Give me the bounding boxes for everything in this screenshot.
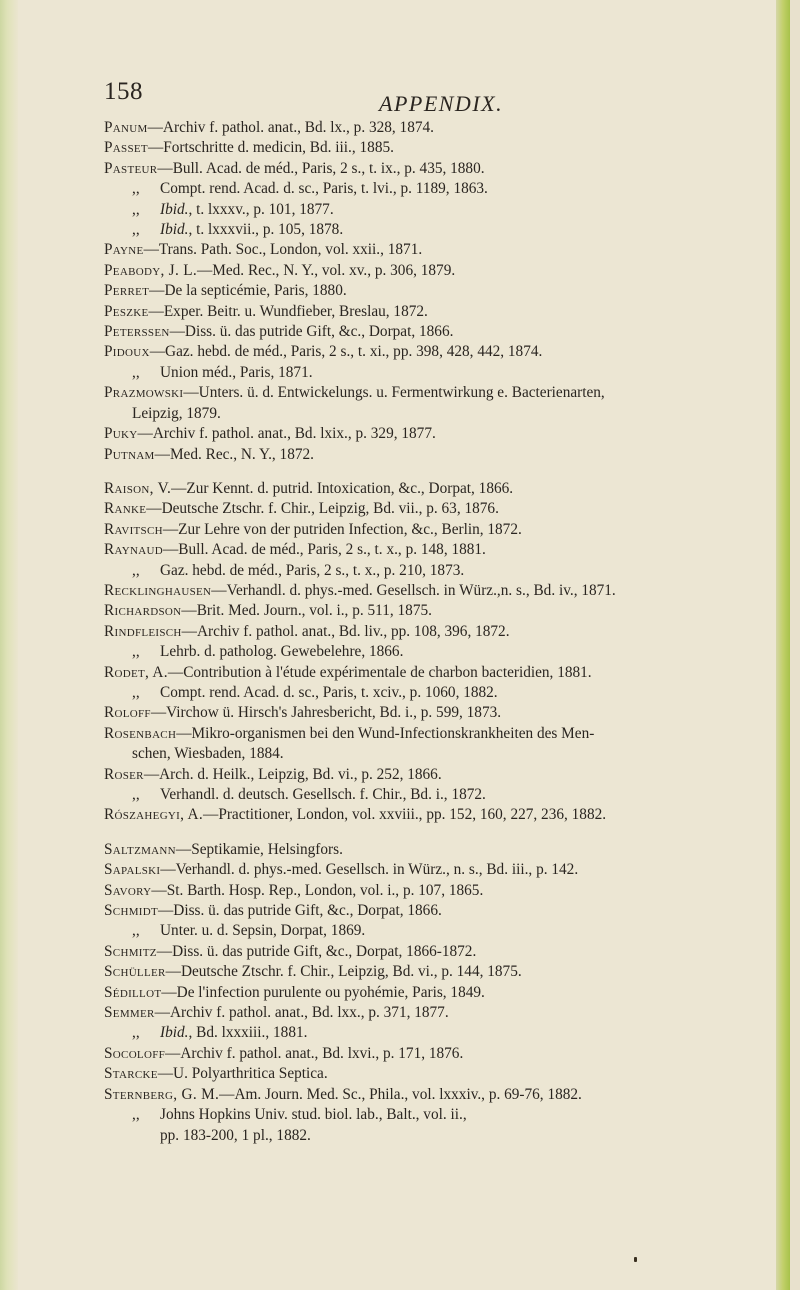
bibliography-entry	[104, 261, 766, 281]
ditto-mark: ,,	[132, 1024, 140, 1042]
entry-citation: Unter. u. d. Sepsin, Dorpat, 1869.	[160, 922, 366, 940]
entry-citation: —Med. Rec., N. Y., vol. xv., p. 306, 1879.	[196, 261, 456, 279]
entry-citation: —Archiv f. pathol. anat., Bd. lxix., p. 329, 1877.	[137, 425, 436, 443]
entry-citation: Lehrb. d. patholog. Gewebelehre, 1866.	[160, 643, 404, 661]
entry-citation: —Exper. Beitr. u. Wundfieber, Breslau, 1872.	[148, 302, 428, 320]
ditto-mark: ,,	[132, 922, 140, 940]
bibliography-group	[104, 479, 766, 826]
ditto-mark: ,,	[132, 200, 140, 218]
entry-author: Passet	[104, 139, 148, 157]
entry-author: Ranke	[104, 500, 147, 518]
bibliography-entry	[104, 118, 766, 138]
bibliography-entry	[104, 499, 766, 519]
bibliography-entry	[104, 561, 766, 581]
bibliography-entry	[104, 302, 766, 322]
bibliography-entry	[104, 445, 766, 465]
entry-author: Perret	[104, 282, 150, 300]
bibliography-entry	[104, 962, 766, 982]
entry-author: Prazmowski	[104, 384, 184, 402]
bibliography-entry	[104, 724, 766, 744]
bibliography-entry	[104, 785, 766, 805]
entry-citation: Johns Hopkins Univ. stud. biol. lab., Balt., vol. ii.,	[160, 1106, 467, 1124]
entry-citation: —Bull. Acad. de méd., Paris, 2 s., t. x., p. 148, 1881.	[162, 541, 486, 559]
entry-citation: —Zur Kennt. d. putrid. Intoxication, &c., Dorpat, 1866.	[171, 479, 514, 497]
running-head: APPENDIX.	[379, 91, 504, 116]
entry-citation: —Med. Rec., N. Y., 1872.	[154, 445, 314, 463]
bibliography-entry	[104, 540, 766, 560]
bibliography-group	[104, 840, 766, 1146]
ditto-mark: ,,	[132, 221, 140, 239]
bibliography-entry	[104, 601, 766, 621]
bibliography-entry	[104, 520, 766, 540]
entry-citation: Verhandl. d. deutsch. Gesellsch. f. Chir., Bd. i., 1872.	[160, 786, 486, 803]
entry-citation: —Verhandl. d. phys.-med. Gesellsch. in Würz.,n. s., Bd. iv., 1871.	[211, 581, 616, 599]
entry-author: Rosenbach	[104, 724, 177, 742]
entry-author: Roloff	[104, 704, 151, 722]
entry-citation: —Mikro-organismen bei den Wund-Infectionskrankheiten des Men-	[176, 724, 595, 742]
bibliography-entry	[104, 342, 766, 362]
entry-citation: —Practitioner, London, vol. xxviii., pp. 152, 160, 227, 236, 1882.	[203, 806, 607, 824]
entry-author: Semmer	[104, 1004, 155, 1022]
entry-citation: , t. lxxxv., p. 101, 1877.	[188, 200, 334, 218]
bibliography-entry	[104, 1023, 766, 1043]
entry-author: Raison, V.	[104, 479, 172, 497]
entry-author: Puky	[104, 425, 138, 443]
bibliography-entry	[104, 860, 766, 880]
bibliography-entry	[104, 683, 766, 703]
bibliography-entry	[104, 642, 766, 662]
entry-citation: Union méd., Paris, 1871.	[160, 363, 313, 381]
entry-continuation: pp. 183-200, 1 pl., 1882.	[160, 1126, 311, 1144]
entry-author: Sédillot	[104, 983, 162, 1001]
entry-author: Raynaud	[104, 541, 163, 559]
bibliography-entry	[104, 901, 766, 921]
bibliography-entry	[104, 322, 766, 342]
entry-citation: —Deutsche Ztschr. f. Chir., Leipzig, Bd. vii., p. 63, 1876.	[146, 500, 499, 518]
entry-author: Putnam	[104, 445, 155, 463]
entry-author: Ravitsch	[104, 520, 163, 538]
entry-citation: —Am. Journ. Med. Sc., Phila., vol. lxxxiv., p. 69-76, 1882.	[219, 1085, 582, 1103]
entry-citation: —Diss. ü. das putride Gift, &c., Dorpat, 1866.	[158, 902, 442, 920]
entry-citation: —Gaz. hebd. de méd., Paris, 2 s., t. xi., pp. 398, 428, 442, 1874.	[149, 343, 543, 361]
entry-author: Panum	[104, 119, 148, 136]
entry-citation: —De la septicémie, Paris, 1880.	[149, 282, 347, 300]
page-right-edge	[776, 0, 790, 1290]
bibliography-entry	[104, 281, 766, 301]
entry-citation: —U. Polyarthritica Septica.	[157, 1065, 328, 1083]
entry-citation: —Archiv f. pathol. anat., Bd. lx., p. 328, 1874.	[147, 119, 434, 136]
bibliography-entry	[104, 921, 766, 941]
bibliography-entry	[104, 179, 766, 199]
ditto-mark: ,,	[132, 363, 140, 381]
entry-citation: —Archiv f. pathol. anat., Bd. lxx., p. 371, 1877.	[154, 1004, 449, 1022]
entry-ibid: Ibid.	[160, 221, 189, 239]
bibliography-entry	[104, 479, 766, 499]
entry-author: Schmidt	[104, 902, 158, 920]
entry-citation: —Diss. ü. das putride Gift, &c., Dorpat, 1866.	[169, 323, 454, 341]
entry-citation: —Archiv f. pathol. anat., Bd. liv., pp. 108, 396, 1872.	[181, 622, 510, 640]
entry-author: Richardson	[104, 602, 182, 620]
entry-citation: —Diss. ü. das putride Gift, &c., Dorpat, 1866-1872.	[156, 942, 477, 960]
entry-citation: , Bd. lxxxiii., 1881.	[188, 1024, 308, 1042]
entry-citation: —Trans. Path. Soc., London, vol. xxii., 1871.	[143, 241, 423, 259]
bibliography-group	[104, 118, 766, 465]
bibliography-entry	[104, 881, 766, 901]
entry-author: Rószahegyi, A.	[104, 806, 204, 824]
page-number: 158	[104, 78, 143, 105]
entry-citation: —Virchow ü. Hirsch's Jahresbericht, Bd. i., p. 599, 1873.	[150, 704, 502, 722]
entry-ibid: Ibid.	[160, 1024, 189, 1042]
bibliography-entry	[104, 805, 766, 825]
entry-author: Roser	[104, 765, 144, 783]
entry-author: Starcke	[104, 1065, 158, 1083]
bibliography-entry	[104, 424, 766, 444]
bibliography-entry	[104, 663, 766, 683]
entry-citation: Compt. rend. Acad. d. sc., Paris, t. lvi., p. 1189, 1863.	[160, 180, 488, 198]
bibliography-entry	[104, 840, 766, 860]
entry-author: Recklinghausen	[104, 581, 212, 599]
entry-citation: —Arch. d. Heilk., Leipzig, Bd. vi., p. 252, 1866.	[143, 765, 442, 783]
ditto-mark: ,,	[132, 786, 140, 803]
bibliography-entry	[104, 622, 766, 642]
entry-citation: —Zur Lehre von der putriden Infection, &c., Berlin, 1872.	[162, 520, 522, 538]
ditto-mark: ,,	[132, 180, 140, 198]
entry-author: Rindfleisch	[104, 622, 182, 640]
entry-author: Saltzmann	[104, 840, 176, 858]
bibliography-entry	[104, 703, 766, 723]
bibliography-entry	[104, 1105, 766, 1125]
bibliography-entry	[104, 138, 766, 158]
entry-citation: —Archiv f. pathol. anat., Bd. lxvi., p. 171, 1876.	[165, 1044, 464, 1062]
bibliography-entry	[104, 1044, 766, 1064]
entry-citation: —Brit. Med. Journ., vol. i., p. 511, 1875.	[181, 602, 432, 620]
ditto-mark: ,,	[132, 643, 140, 661]
bibliography-entry	[104, 1085, 766, 1105]
entry-citation: —Fortschritte d. medicin, Bd. iii., 1885.	[147, 139, 394, 157]
entry-citation: , t. lxxxvii., p. 105, 1878.	[188, 221, 344, 239]
entry-citation: —De l'infection purulente ou pyohémie, Paris, 1849.	[161, 983, 485, 1001]
bibliography-entry	[104, 220, 766, 240]
bibliography-entry	[104, 363, 766, 383]
bibliography-entry	[104, 200, 766, 220]
entry-citation: —Septikamie, Helsingfors.	[175, 840, 343, 858]
bibliography-entry	[104, 983, 766, 1003]
entry-ibid: Ibid.	[160, 200, 189, 218]
ditto-mark: ,,	[132, 561, 140, 579]
bibliography-entry	[104, 942, 766, 962]
entry-citation: —Unters. ü. d. Entwickelungs. u. Fermentwirkung e. Bacterienarten,	[183, 384, 605, 402]
page-left-edge	[0, 0, 18, 1290]
entry-author: Schüller	[104, 963, 166, 981]
ditto-mark: ,,	[132, 1106, 140, 1124]
entry-author: Peszke	[104, 302, 149, 320]
entry-author: Peabody, J. L.	[104, 261, 197, 279]
ink-speck	[634, 1257, 637, 1262]
entry-author: Pidoux	[104, 343, 150, 361]
bibliography-entry	[104, 765, 766, 785]
entry-citation: Gaz. hebd. de méd., Paris, 2 s., t. x., p. 210, 1873.	[160, 561, 465, 579]
entry-continuation: schen, Wiesbaden, 1884.	[132, 745, 284, 763]
entry-author: Socoloff	[104, 1044, 166, 1062]
entry-citation: Compt. rend. Acad. d. sc., Paris, t. xciv., p. 1060, 1882.	[160, 683, 498, 701]
bibliography-entry	[104, 240, 766, 260]
entry-citation: —Contribution à l'étude expérimentale de charbon bacteridien, 1881.	[167, 663, 592, 681]
bibliography-entry	[104, 383, 766, 403]
entry-author: Peterssen	[104, 323, 170, 341]
entry-citation: —St. Barth. Hosp. Rep., London, vol. i., p. 107, 1865.	[151, 881, 484, 899]
entry-author: Sapalski	[104, 861, 161, 879]
entry-author: Savory	[104, 881, 152, 899]
entry-citation: —Verhandl. d. phys.-med. Gesellsch. in Würz., n. s., Bd. iii., p. 142.	[160, 861, 579, 879]
entry-citation: —Deutsche Ztschr. f. Chir., Leipzig, Bd. vi., p. 144, 1875.	[165, 963, 522, 981]
entry-citation: —Bull. Acad. de méd., Paris, 2 s., t. ix., p. 435, 1880.	[157, 159, 485, 177]
bibliography-entry	[104, 581, 766, 601]
ditto-mark: ,,	[132, 683, 140, 701]
entry-author: Rodet, A.	[104, 663, 168, 681]
entry-author: Pasteur	[104, 159, 158, 177]
entry-author: Payne	[104, 241, 144, 259]
bibliography-list	[104, 118, 766, 1160]
bibliography-entry	[104, 1003, 766, 1023]
entry-author: Schmitz	[104, 942, 157, 960]
entry-continuation: Leipzig, 1879.	[132, 404, 221, 422]
entry-author: Sternberg, G. M.	[104, 1085, 220, 1103]
bibliography-entry	[104, 159, 766, 179]
page-header	[104, 78, 684, 118]
bibliography-entry	[104, 1064, 766, 1084]
